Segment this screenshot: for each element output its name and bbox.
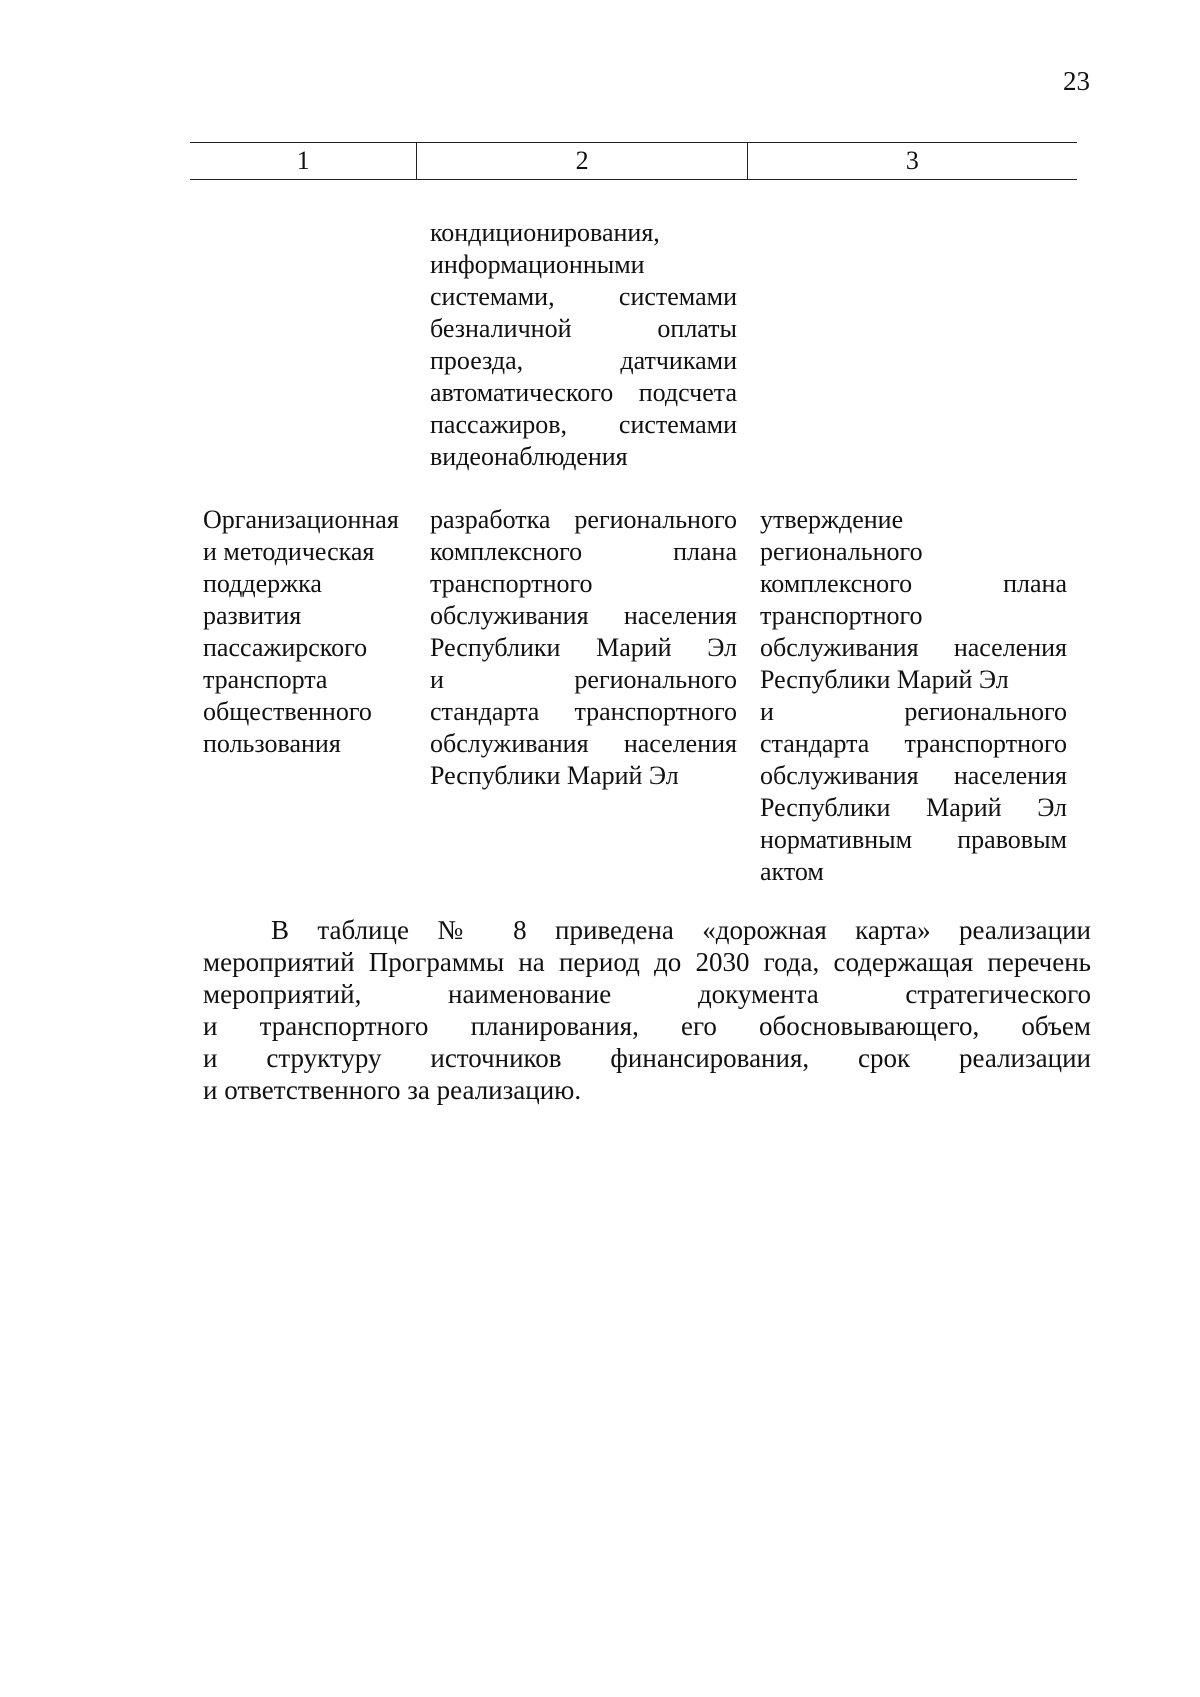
text-line: системами, системами [430, 282, 737, 311]
text-line: проезда, датчиками [430, 346, 737, 375]
text-line: и методическая [203, 537, 375, 566]
text-line: утверждение [760, 505, 904, 534]
text-line: Республики Марий Эл [430, 633, 737, 662]
text-line: и транспортного планирования, его обосновывающего, объем [203, 1011, 1091, 1041]
text-line: Республики Марий Эл [760, 793, 1067, 822]
text-line: развития [203, 601, 302, 630]
text-line: Республики Марий Эл [760, 665, 1009, 694]
text-line: автоматического подсчета [430, 378, 737, 407]
text-line: разработка регионального [430, 505, 737, 534]
text-line: транспортного [430, 569, 593, 598]
table-cell-continued-col-2 [430, 217, 737, 473]
text-line: и структуру источников финансирования, срок реализации [203, 1043, 1091, 1073]
text-line: стандарта транспортного [430, 697, 737, 726]
text-line: обслуживания населения [430, 729, 737, 758]
text-line: видеонаблюдения [430, 442, 628, 471]
text-line: В таблице № 8 приведена «дорожная карта» реализации [271, 915, 1091, 945]
text-line: и регионального [430, 665, 737, 694]
text-line: мероприятий, наименование документа стратегического [203, 979, 1091, 1009]
table-header-row [190, 142, 1077, 180]
text-line: общественного [203, 697, 372, 726]
table-header-col-1: 1 [296, 146, 310, 175]
text-line: и ответственного за реализацию. [203, 1075, 582, 1105]
body-paragraph [203, 914, 1091, 1106]
text-line: обслуживания населения [760, 633, 1067, 662]
text-line: и регионального [760, 697, 1067, 726]
text-line: нормативным правовым [760, 825, 1067, 854]
text-line: поддержка [203, 569, 322, 598]
page-number: 23 [1063, 66, 1090, 96]
text-line: мероприятий Программы на период до 2030 года, содержащая перечень [203, 947, 1091, 977]
text-line: пассажиров, системами [430, 410, 737, 439]
text-line: транспортного [760, 601, 923, 630]
table-header-col-3: 3 [747, 143, 1077, 179]
text-line: обслуживания населения [760, 761, 1067, 790]
text-line: информационными [430, 250, 645, 279]
text-line: актом [760, 857, 824, 886]
text-line: регионального [760, 537, 923, 566]
text-line: безналичной оплаты [430, 314, 737, 343]
text-line: кондиционирования, [430, 218, 660, 247]
text-line: стандарта транспортного [760, 729, 1067, 758]
text-line: обслуживания населения [430, 601, 737, 630]
text-line: пользования [203, 729, 341, 758]
table-cell-row-col-2 [430, 504, 737, 792]
table-cell-row-col-3 [760, 504, 1067, 888]
table-header-col-2: 2 [416, 143, 746, 179]
text-line: транспорта [203, 665, 328, 694]
table-cell-row-col-1 [203, 504, 411, 760]
text-line: Республики Марий Эл [430, 761, 679, 790]
text-line: Организационная [203, 505, 399, 534]
text-line: пассажирского [203, 633, 368, 662]
text-line: комплексного плана [430, 537, 737, 566]
text-line: комплексного плана [760, 569, 1067, 598]
